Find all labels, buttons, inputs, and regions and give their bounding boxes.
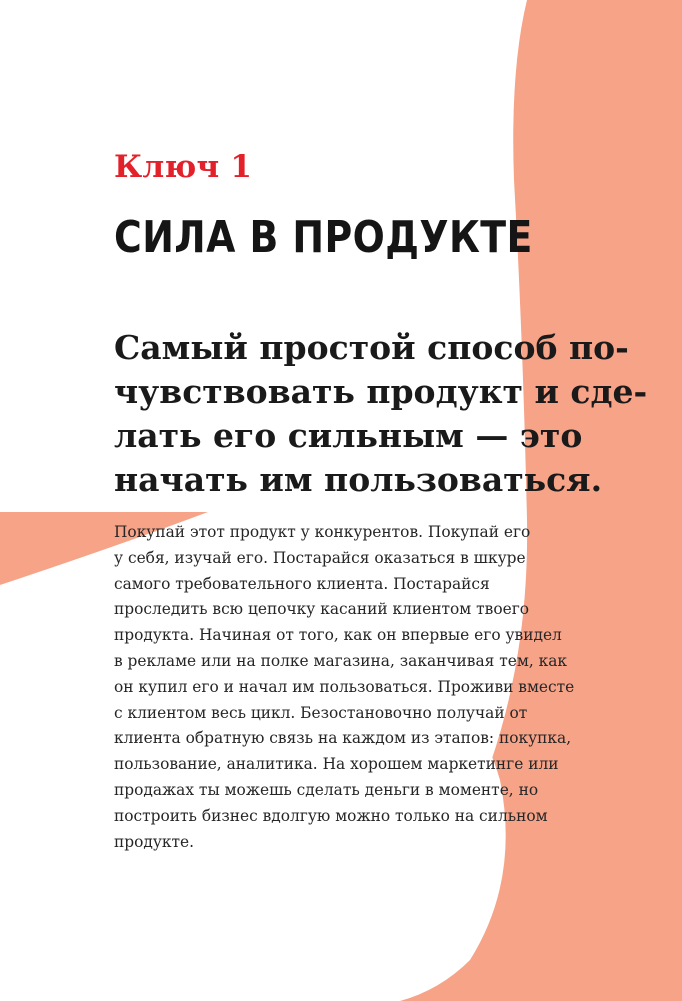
body-line: с клиентом весь цикл. Безостановочно получай от [114, 703, 528, 722]
body-paragraph [114, 520, 574, 855]
lead-line: начать им пользоваться. [114, 460, 603, 499]
body-line: у себя, изучай его. Постарайся оказаться в шкуре [114, 548, 526, 567]
body-line: продукте. [114, 832, 195, 851]
lead-line: чувствовать продукт и сде- [114, 372, 648, 411]
lead-line: лать его сильным — это [114, 416, 583, 455]
body-line: Покупай этот продукт у конкурентов. Покупай его [114, 523, 531, 541]
body-line: в рекламе или на полке магазина, заканчивая тем, как [114, 651, 568, 670]
chapter-title: СИЛА В ПРОДУКТЕ [114, 212, 533, 263]
body-line: проследить всю цепочку касаний клиентом твоего [114, 600, 530, 619]
body-line: клиента обратную связь на каждом из этапов: покупка, [114, 729, 572, 748]
body-line: продажах ты можешь сделать деньги в моменте, но [114, 780, 539, 799]
body-line: пользование, аналитика. На хорошем маркетинге или [114, 755, 559, 774]
body-line: построить бизнес вдолгую можно только на сильном [114, 806, 548, 825]
lead-line: Самый простой способ по- [114, 328, 629, 367]
chapter-key-label: Ключ 1 [114, 149, 253, 185]
body-line: самого требовательного клиента. Постарайся [114, 574, 490, 593]
lead-paragraph [114, 326, 648, 502]
body-line: продукта. Начиная от того, как он впервые его увидел [114, 626, 562, 645]
body-line: он купил его и начал им пользоваться. Проживи вместе [114, 677, 575, 696]
